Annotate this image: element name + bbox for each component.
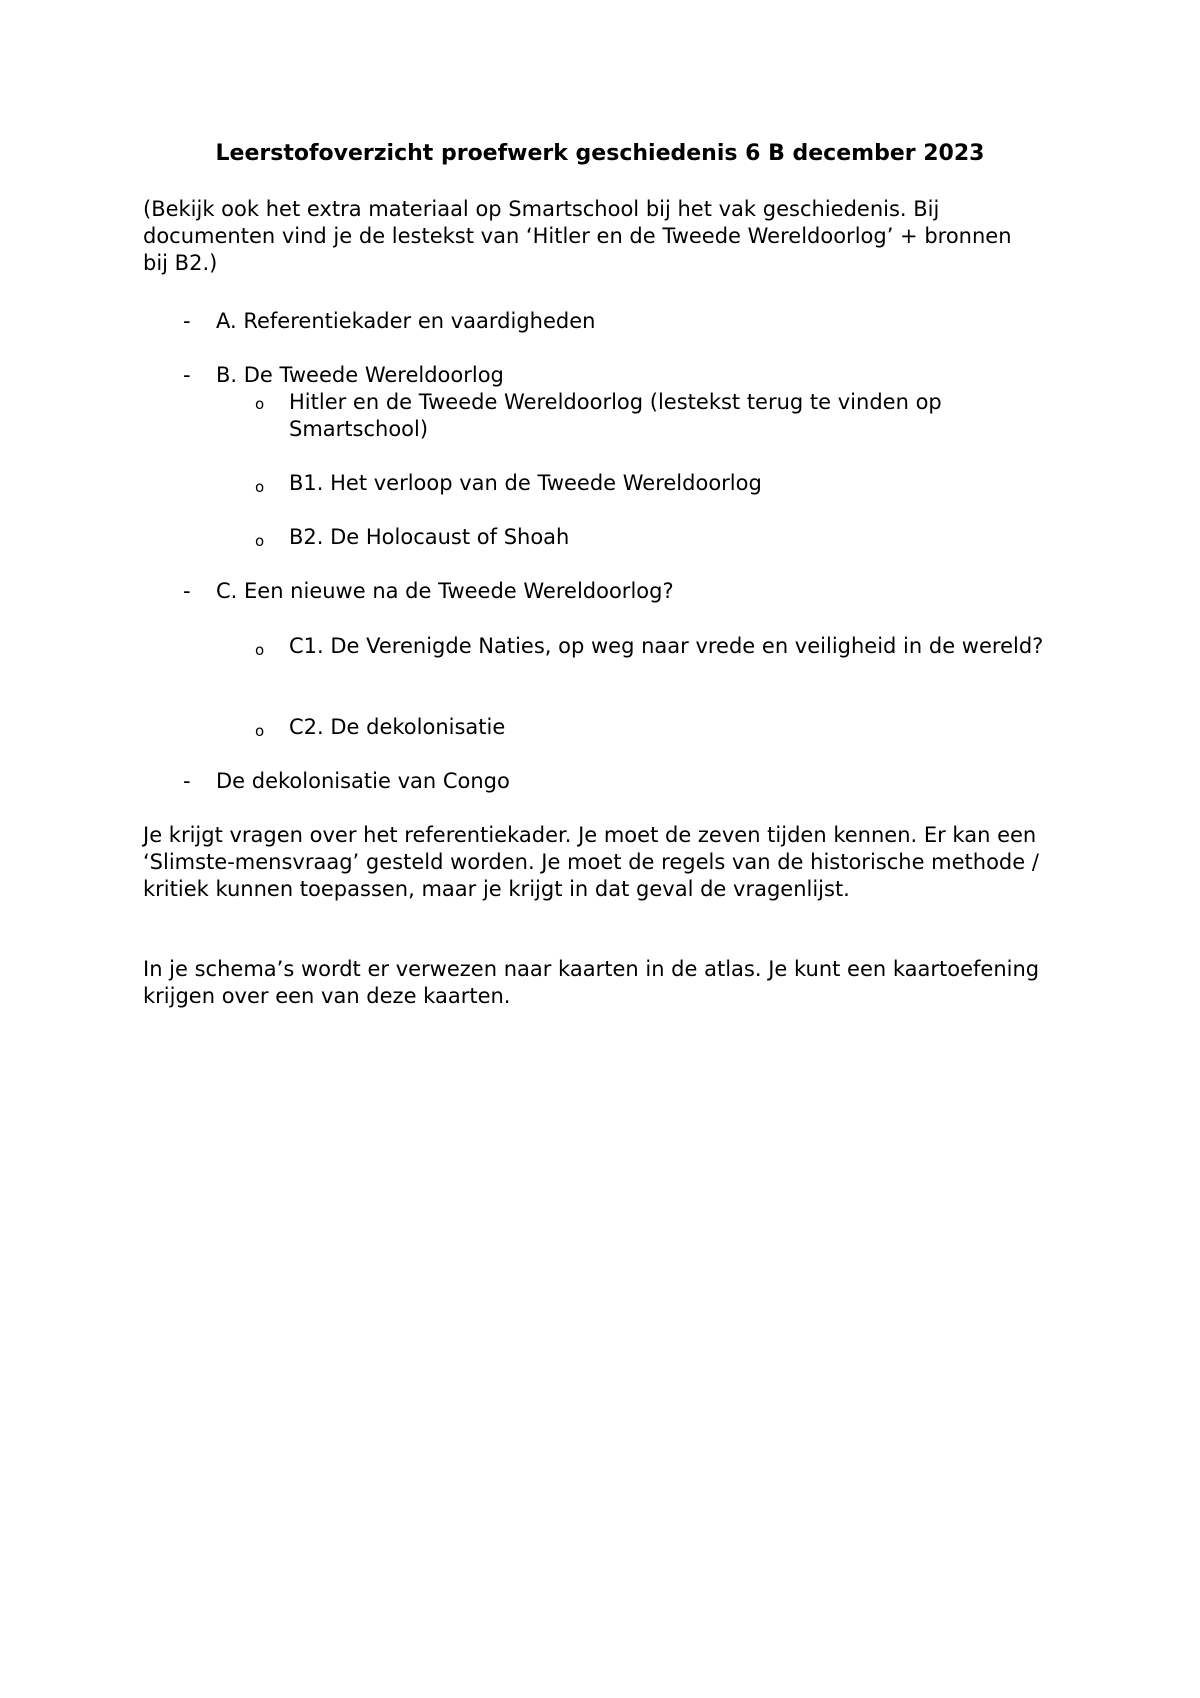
intro-paragraph: (Bekijk ook het extra materiaal op Smartschool bij het vak geschiedenis. Bij documenten vind je de lestekst van ‘Hitler en de Tweede Wereldoorlog’ + bronnen bij B2.) [143,197,1012,275]
sublist-bullet: o [255,395,265,413]
list-dash-c: - [183,579,191,603]
list-item-a: A. Referentiekader en vaardigheden [216,309,596,333]
sublist-item-b1: B1. Het verloop van de Tweede Wereldoorlog [289,471,762,495]
list-dash-a: - [183,309,191,333]
sublist-bullet: o [255,641,265,659]
document-title: Leerstofoverzicht proefwerk geschiedenis 6 B december 2023 [215,141,985,166]
sublist-item-c1: C1. De Verenigde Naties, op weg naar vrede en veiligheid in de wereld? [289,634,1044,658]
list-item-d: De dekolonisatie van Congo [216,769,510,793]
sublist-bullet: o [255,722,265,740]
list-item-c: C. Een nieuwe na de Tweede Wereldoorlog? [216,579,674,603]
sublist-bullet: o [255,532,265,550]
sublist-item-c2: C2. De dekolonisatie [289,715,506,739]
paragraph-atlas: In je schema’s wordt er verwezen naar kaarten in de atlas. Je kunt een kaartoefening krijgen over een van deze kaarten. [143,957,1040,1008]
sublist-item-b-hitler: Hitler en de Tweede Wereldoorlog (lestekst terug te vinden op Smartschool) [289,390,942,441]
list-item-b: B. De Tweede Wereldoorlog [216,363,504,387]
sublist-bullet: o [255,478,265,496]
sublist-item-b2: B2. De Holocaust of Shoah [289,525,570,549]
paragraph-referentiekader: Je krijgt vragen over het referentiekader. Je moet de zeven tijden kennen. Er kan een ‘Slimste-mensvraag’ gesteld worden. Je moet de regels van de historische methode / kritiek kunnen toepassen, maar je krijgt in dat geval de vragenlijst. [143,823,1039,901]
list-dash-b: - [183,363,191,387]
list-dash-d: - [183,769,191,793]
